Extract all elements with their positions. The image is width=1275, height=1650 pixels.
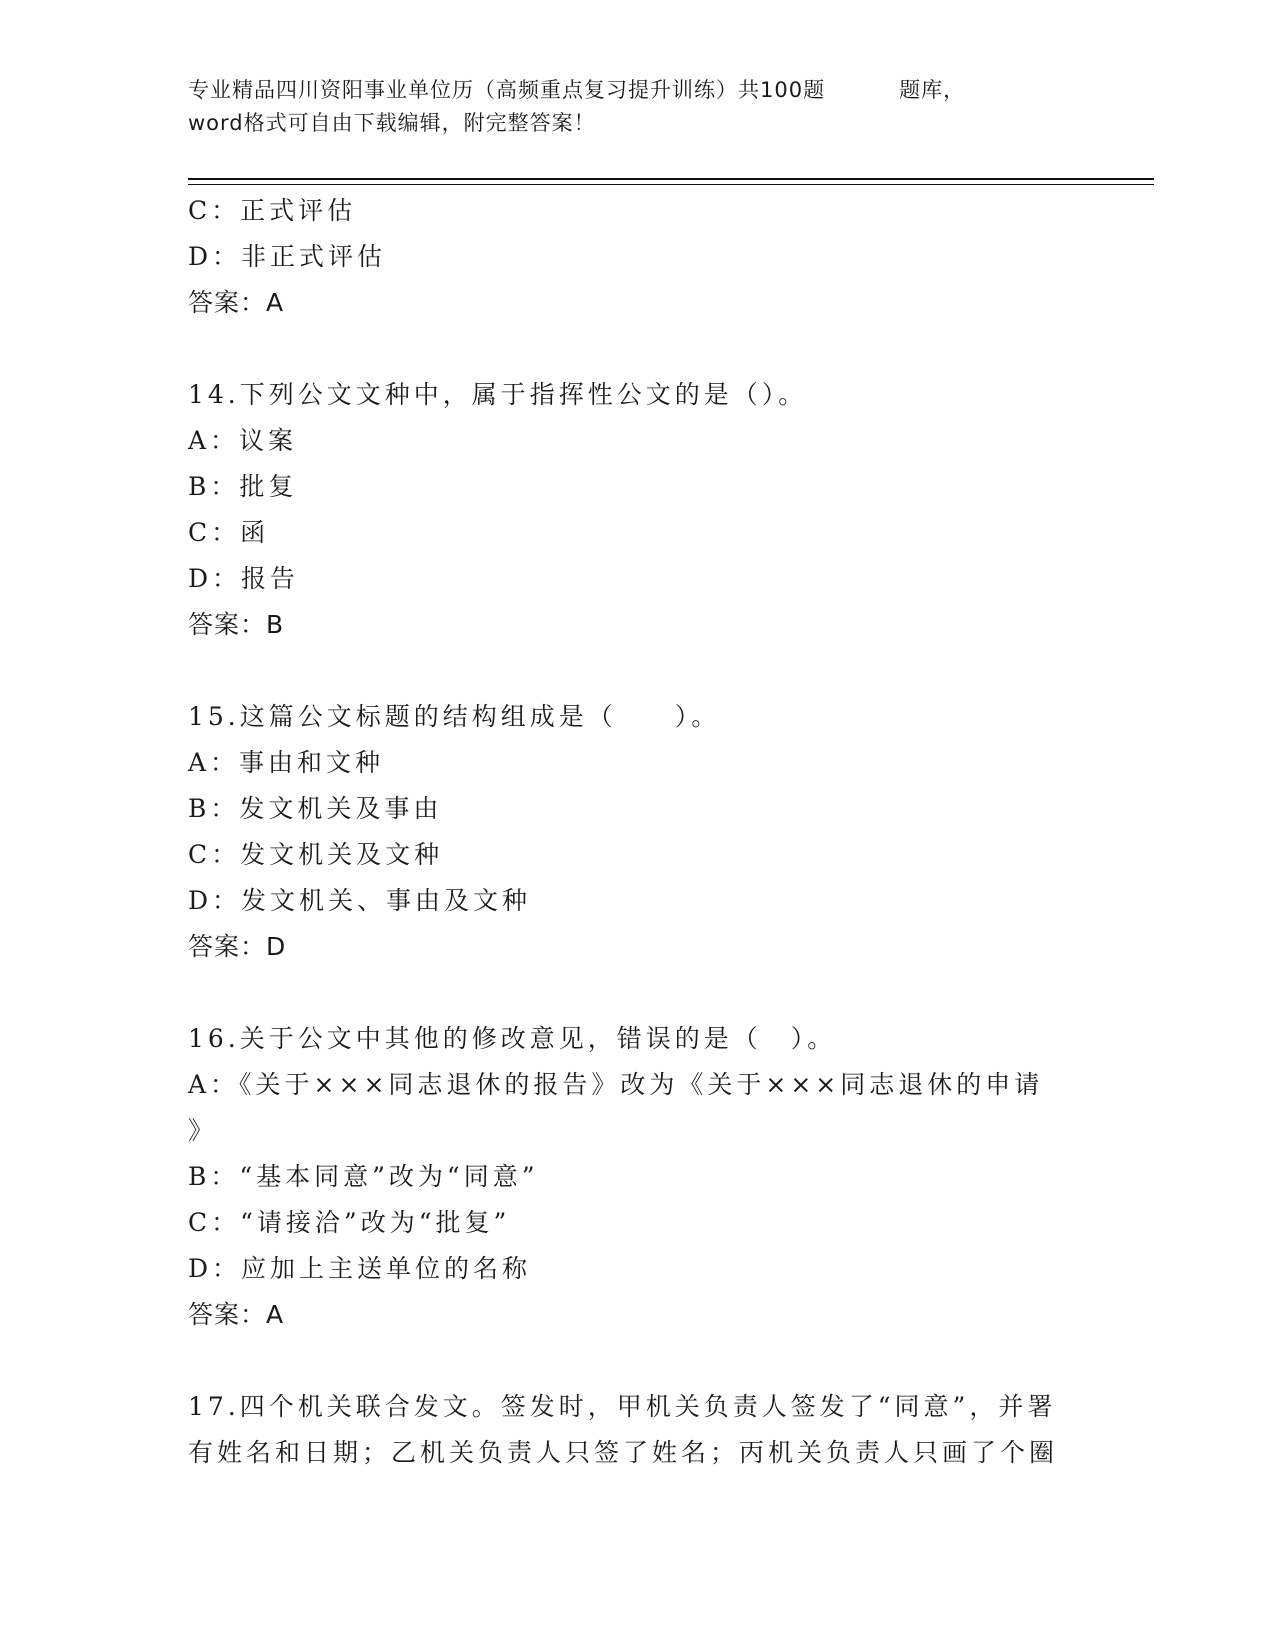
option-a: A：议案 [188, 426, 298, 455]
header-divider-thick [188, 178, 1154, 180]
option-d: D：报告 [188, 564, 300, 593]
question-stem-line-2: 有姓名和日期；乙机关负责人只签了姓名；丙机关负责人只画了个圈 [188, 1438, 1059, 1467]
question-stem: 15.这篇公文标题的结构组成是（ ）。 [188, 702, 721, 731]
option-c: C：正式评估 [188, 196, 357, 225]
question-16 [188, 1016, 1088, 1338]
question-stem-line-1: 17.四个机关联合发文。签发时，甲机关负责人签发了“同意”，并署 [188, 1392, 1057, 1421]
answer: 答案：D [188, 932, 287, 961]
option-c: C：发文机关及文种 [188, 840, 444, 869]
answer: 答案：A [188, 288, 285, 317]
option-b: B：“基本同意”改为“同意” [188, 1162, 539, 1191]
option-a: A：《关于×××同志退休的报告》改为《关于×××同志退休的申请 [188, 1070, 1044, 1099]
option-a-continued: 》 [188, 1116, 218, 1145]
question-13-tail [188, 188, 1088, 326]
page-header [188, 74, 1088, 140]
question-14 [188, 372, 1088, 648]
header-title-suffix: 题库， [899, 78, 966, 102]
option-c: C：“请接洽”改为“批复” [188, 1208, 511, 1237]
option-b: B：批复 [188, 472, 298, 501]
option-b: B：发文机关及事由 [188, 794, 443, 823]
option-d: D：非正式评估 [188, 242, 387, 271]
header-line-2: word格式可自由下载编辑，附完整答案！ [188, 111, 596, 135]
answer: 答案：A [188, 1300, 285, 1329]
question-stem: 14.下列公文文种中，属于指挥性公文的是（）。 [188, 380, 808, 409]
answer: 答案：B [188, 610, 285, 639]
document-body [188, 188, 1088, 1476]
option-a: A：事由和文种 [188, 748, 385, 777]
option-d: D：应加上主送单位的名称 [188, 1254, 532, 1283]
header-divider-thin [188, 184, 1154, 185]
header-line-1 [188, 74, 1088, 107]
option-d: D：发文机关、事由及文种 [188, 886, 532, 915]
question-stem: 16.关于公文中其他的修改意见，错误的是（ ）。 [188, 1024, 837, 1053]
question-15 [188, 694, 1088, 970]
question-17 [188, 1384, 1088, 1476]
header-title: 专业精品四川资阳事业单位历（高频重点复习提升训练）共100题 [188, 78, 826, 102]
option-c: C：函 [188, 518, 270, 547]
